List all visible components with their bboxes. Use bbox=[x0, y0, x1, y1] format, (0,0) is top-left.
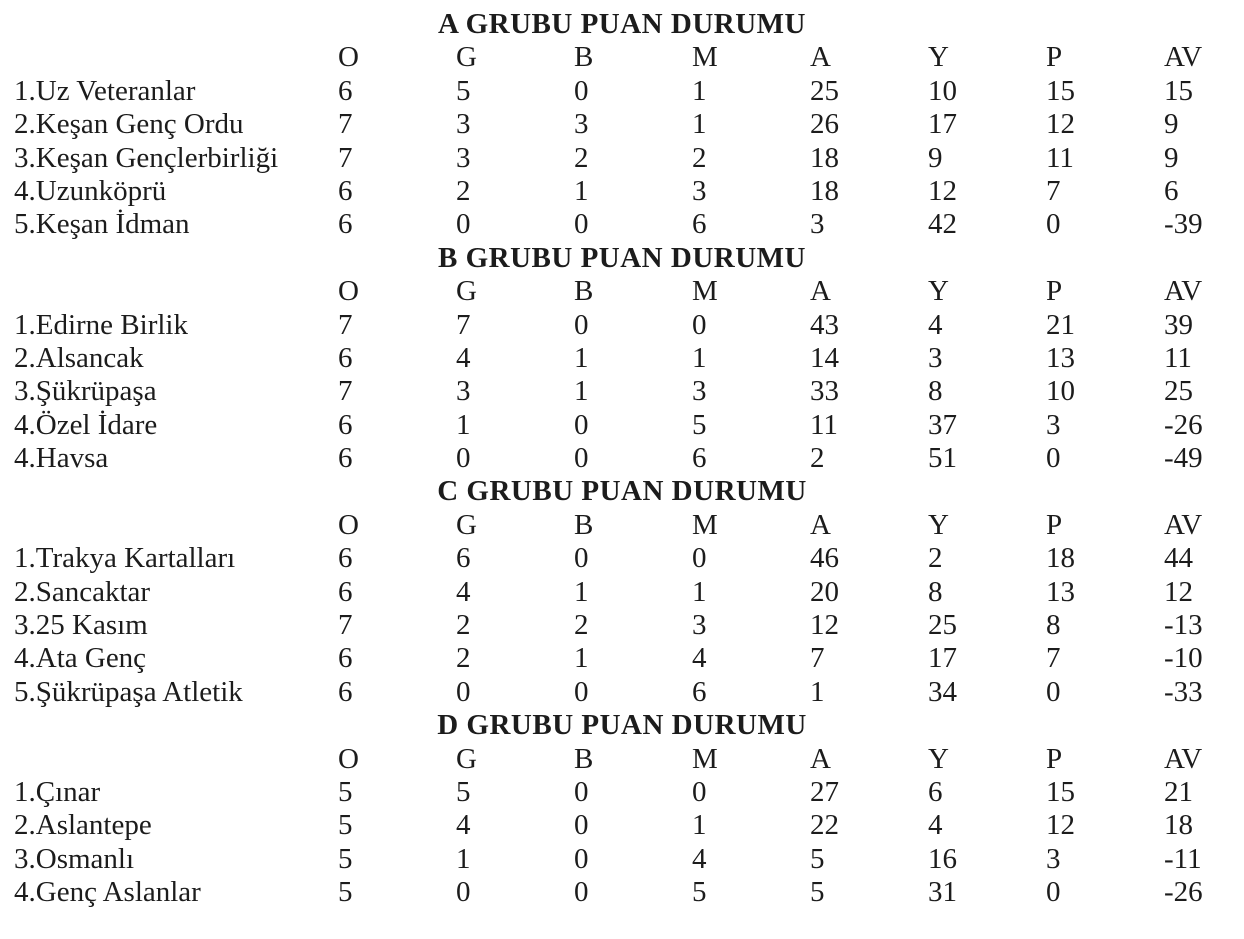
column-header-o: O bbox=[338, 275, 359, 308]
stat-value: 3 bbox=[456, 375, 471, 408]
stat-value: 6 bbox=[338, 174, 353, 207]
group-a-standings bbox=[0, 8, 1244, 242]
stat-value: 6 bbox=[456, 542, 471, 575]
column-header-b: B bbox=[574, 275, 594, 308]
stat-value: 37 bbox=[928, 408, 957, 441]
column-header-m: M bbox=[692, 508, 718, 541]
team-column-spacer bbox=[14, 41, 338, 74]
team-name: 4.Özel İdare bbox=[14, 408, 158, 441]
table-row bbox=[0, 208, 1244, 241]
stat-value: 39 bbox=[1164, 308, 1193, 341]
column-header-o: O bbox=[338, 41, 359, 74]
stat-value: 12 bbox=[810, 609, 839, 642]
stat-value: 3 bbox=[928, 341, 943, 374]
table-row bbox=[0, 609, 1244, 642]
team-name: 3.25 Kasım bbox=[14, 609, 148, 642]
stat-value: 2 bbox=[574, 141, 589, 174]
stat-value: 13 bbox=[1046, 575, 1075, 608]
stat-value: 44 bbox=[1164, 542, 1193, 575]
group-a-header-row bbox=[0, 41, 1244, 74]
table-row bbox=[0, 776, 1244, 809]
stat-value: 0 bbox=[692, 308, 707, 341]
team-name: 5.Şükrüpaşa Atletik bbox=[14, 675, 243, 708]
stat-value: 6 bbox=[692, 208, 707, 241]
stat-value: 0 bbox=[1046, 876, 1061, 909]
stat-value: 7 bbox=[810, 642, 825, 675]
table-row bbox=[0, 75, 1244, 108]
column-header-b: B bbox=[574, 742, 594, 775]
stat-value: 0 bbox=[574, 74, 589, 107]
stat-value: 0 bbox=[574, 842, 589, 875]
stat-value: 18 bbox=[810, 141, 839, 174]
column-header-b: B bbox=[574, 508, 594, 541]
stat-value: 8 bbox=[928, 575, 943, 608]
stat-value: 0 bbox=[1046, 675, 1061, 708]
column-header-av: AV bbox=[1164, 41, 1203, 74]
stat-value: 0 bbox=[456, 442, 471, 475]
table-row bbox=[0, 843, 1244, 876]
stat-value: 20 bbox=[810, 575, 839, 608]
stat-value: 1 bbox=[692, 341, 707, 374]
stat-value: 18 bbox=[1046, 542, 1075, 575]
stat-value: 5 bbox=[810, 842, 825, 875]
table-row bbox=[0, 375, 1244, 408]
group-b-title: B GRUBU PUAN DURUMU bbox=[438, 241, 806, 274]
table-row bbox=[0, 876, 1244, 909]
stat-value: 1 bbox=[456, 842, 471, 875]
team-name: 1.Edirne Birlik bbox=[14, 308, 188, 341]
stat-value: -13 bbox=[1164, 609, 1203, 642]
stat-value: 1 bbox=[574, 341, 589, 374]
stat-value: 6 bbox=[692, 442, 707, 475]
stat-value: 3 bbox=[692, 375, 707, 408]
stat-value: 31 bbox=[928, 876, 957, 909]
stat-value: 11 bbox=[1164, 341, 1192, 374]
team-name: 2.Alsancak bbox=[14, 341, 144, 374]
stat-value: -49 bbox=[1164, 442, 1203, 475]
stat-value: 25 bbox=[1164, 375, 1193, 408]
stat-value: 7 bbox=[338, 375, 353, 408]
column-header-a: A bbox=[810, 275, 831, 308]
stat-value: 6 bbox=[338, 208, 353, 241]
stat-value: 1 bbox=[692, 575, 707, 608]
stat-value: 11 bbox=[1046, 141, 1074, 174]
stat-value: 0 bbox=[574, 675, 589, 708]
stat-value: 15 bbox=[1046, 775, 1075, 808]
team-name: 1.Çınar bbox=[14, 775, 101, 808]
stat-value: 5 bbox=[338, 775, 353, 808]
column-header-a: A bbox=[810, 742, 831, 775]
group-d-standings bbox=[0, 709, 1244, 909]
stat-value: 3 bbox=[810, 208, 825, 241]
column-header-b: B bbox=[574, 41, 594, 74]
team-name: 1.Trakya Kartalları bbox=[14, 542, 236, 575]
team-name: 3.Osmanlı bbox=[14, 842, 135, 875]
stat-value: 0 bbox=[456, 675, 471, 708]
stat-value: 8 bbox=[928, 375, 943, 408]
group-c-standings bbox=[0, 475, 1244, 709]
column-header-p: P bbox=[1046, 742, 1063, 775]
stat-value: 6 bbox=[338, 542, 353, 575]
stat-value: 3 bbox=[692, 174, 707, 207]
stat-value: 51 bbox=[928, 442, 957, 475]
stat-value: 10 bbox=[928, 74, 957, 107]
stat-value: 42 bbox=[928, 208, 957, 241]
stat-value: 0 bbox=[574, 408, 589, 441]
column-header-p: P bbox=[1046, 275, 1063, 308]
stat-value: 6 bbox=[692, 675, 707, 708]
team-name: 1.Uz Veteranlar bbox=[14, 74, 196, 107]
table-row bbox=[0, 642, 1244, 675]
stat-value: 26 bbox=[810, 108, 839, 141]
group-b-standings bbox=[0, 242, 1244, 476]
stat-value: 22 bbox=[810, 809, 839, 842]
stat-value: 4 bbox=[692, 642, 707, 675]
stat-value: 6 bbox=[338, 341, 353, 374]
stat-value: 17 bbox=[928, 642, 957, 675]
stat-value: 43 bbox=[810, 308, 839, 341]
column-header-g: G bbox=[456, 742, 477, 775]
stat-value: 7 bbox=[338, 141, 353, 174]
table-row bbox=[0, 142, 1244, 175]
stat-value: 14 bbox=[810, 341, 839, 374]
column-header-g: G bbox=[456, 41, 477, 74]
stat-value: 12 bbox=[1046, 809, 1075, 842]
stat-value: 12 bbox=[928, 174, 957, 207]
group-d-header-row bbox=[0, 743, 1244, 776]
stat-value: 1 bbox=[574, 575, 589, 608]
stat-value: 21 bbox=[1164, 775, 1193, 808]
stat-value: 2 bbox=[456, 609, 471, 642]
group-c-title: C GRUBU PUAN DURUMU bbox=[437, 475, 807, 508]
table-row bbox=[0, 809, 1244, 842]
stat-value: 1 bbox=[574, 642, 589, 675]
stat-value: 25 bbox=[928, 609, 957, 642]
stat-value: 0 bbox=[456, 208, 471, 241]
stat-value: -10 bbox=[1164, 642, 1203, 675]
stat-value: 15 bbox=[1046, 74, 1075, 107]
table-row bbox=[0, 175, 1244, 208]
stat-value: 7 bbox=[456, 308, 471, 341]
team-column-spacer bbox=[14, 743, 338, 776]
column-header-a: A bbox=[810, 41, 831, 74]
stat-value: 0 bbox=[692, 775, 707, 808]
stat-value: 4 bbox=[692, 842, 707, 875]
stat-value: 5 bbox=[338, 876, 353, 909]
stat-value: 2 bbox=[456, 642, 471, 675]
team-name: 4.Genç Aslanlar bbox=[14, 876, 201, 909]
stat-value: 6 bbox=[338, 408, 353, 441]
group-d-title: D GRUBU PUAN DURUMU bbox=[437, 709, 807, 742]
stat-value: -26 bbox=[1164, 876, 1203, 909]
group-a-title: A GRUBU PUAN DURUMU bbox=[438, 8, 806, 40]
stat-value: 5 bbox=[456, 775, 471, 808]
stat-value: 0 bbox=[692, 542, 707, 575]
stat-value: 33 bbox=[810, 375, 839, 408]
stat-value: 34 bbox=[928, 675, 957, 708]
stat-value: 9 bbox=[928, 141, 943, 174]
stat-value: 3 bbox=[456, 141, 471, 174]
team-name: 4.Ata Genç bbox=[14, 642, 147, 675]
stat-value: 6 bbox=[338, 675, 353, 708]
column-header-g: G bbox=[456, 508, 477, 541]
stat-value: 5 bbox=[456, 74, 471, 107]
stat-value: 1 bbox=[692, 809, 707, 842]
table-row bbox=[0, 409, 1244, 442]
stat-value: 5 bbox=[692, 876, 707, 909]
team-name: 2.Keşan Genç Ordu bbox=[14, 108, 244, 141]
table-row bbox=[0, 342, 1244, 375]
stat-value: 12 bbox=[1164, 575, 1193, 608]
stat-value: 6 bbox=[338, 442, 353, 475]
table-row bbox=[0, 309, 1244, 342]
stat-value: 0 bbox=[1046, 208, 1061, 241]
stat-value: 2 bbox=[456, 174, 471, 207]
column-header-y: Y bbox=[928, 508, 949, 541]
stat-value: 9 bbox=[1164, 108, 1179, 141]
stat-value: 7 bbox=[338, 108, 353, 141]
stat-value: 4 bbox=[456, 341, 471, 374]
stat-value: 0 bbox=[574, 876, 589, 909]
column-header-p: P bbox=[1046, 508, 1063, 541]
team-name: 5.Keşan İdman bbox=[14, 208, 190, 241]
stat-value: 5 bbox=[692, 408, 707, 441]
stat-value: -11 bbox=[1164, 842, 1202, 875]
team-name: 2.Sancaktar bbox=[14, 575, 151, 608]
stat-value: 15 bbox=[1164, 74, 1193, 107]
stat-value: 0 bbox=[574, 308, 589, 341]
stat-value: -33 bbox=[1164, 675, 1203, 708]
column-header-av: AV bbox=[1164, 742, 1203, 775]
stat-value: 16 bbox=[928, 842, 957, 875]
stat-value: 1 bbox=[574, 375, 589, 408]
stat-value: 12 bbox=[1046, 108, 1075, 141]
stat-value: 2 bbox=[928, 542, 943, 575]
stat-value: 0 bbox=[456, 876, 471, 909]
stat-value: 3 bbox=[456, 108, 471, 141]
stat-value: 18 bbox=[810, 174, 839, 207]
stat-value: 6 bbox=[338, 642, 353, 675]
column-header-av: AV bbox=[1164, 275, 1203, 308]
stat-value: 4 bbox=[456, 575, 471, 608]
column-header-a: A bbox=[810, 508, 831, 541]
stat-value: 0 bbox=[574, 442, 589, 475]
stat-value: 5 bbox=[338, 809, 353, 842]
stat-value: 7 bbox=[338, 609, 353, 642]
table-row bbox=[0, 576, 1244, 609]
stat-value: 10 bbox=[1046, 375, 1075, 408]
stat-value: 25 bbox=[810, 74, 839, 107]
stat-value: 2 bbox=[574, 609, 589, 642]
column-header-o: O bbox=[338, 508, 359, 541]
stat-value: 46 bbox=[810, 542, 839, 575]
stat-value: 6 bbox=[928, 775, 943, 808]
group-c-header-row bbox=[0, 509, 1244, 542]
stat-value: 0 bbox=[574, 775, 589, 808]
stat-value: 11 bbox=[810, 408, 838, 441]
stat-value: 1 bbox=[810, 675, 825, 708]
stat-value: 3 bbox=[574, 108, 589, 141]
team-name: 4.Havsa bbox=[14, 442, 109, 475]
column-header-p: P bbox=[1046, 41, 1063, 74]
stat-value: 3 bbox=[692, 609, 707, 642]
stat-value: 6 bbox=[338, 74, 353, 107]
column-header-y: Y bbox=[928, 41, 949, 74]
table-row bbox=[0, 542, 1244, 575]
stat-value: 7 bbox=[1046, 642, 1061, 675]
stat-value: 6 bbox=[1164, 174, 1179, 207]
stat-value: -26 bbox=[1164, 408, 1203, 441]
stat-value: 4 bbox=[928, 308, 943, 341]
stat-value: 0 bbox=[574, 542, 589, 575]
team-name: 4.Uzunköprü bbox=[14, 174, 167, 207]
column-header-y: Y bbox=[928, 742, 949, 775]
column-header-o: O bbox=[338, 742, 359, 775]
stat-value: 0 bbox=[574, 809, 589, 842]
stat-value: 5 bbox=[338, 842, 353, 875]
stat-value: 4 bbox=[456, 809, 471, 842]
stat-value: 5 bbox=[810, 876, 825, 909]
stat-value: 21 bbox=[1046, 308, 1075, 341]
stat-value: 1 bbox=[574, 174, 589, 207]
stat-value: 6 bbox=[338, 575, 353, 608]
stat-value: 2 bbox=[810, 442, 825, 475]
group-b-header-row bbox=[0, 275, 1244, 308]
stat-value: 1 bbox=[692, 74, 707, 107]
team-column-spacer bbox=[14, 509, 338, 542]
column-header-m: M bbox=[692, 41, 718, 74]
stat-value: 8 bbox=[1046, 609, 1061, 642]
stat-value: 27 bbox=[810, 775, 839, 808]
team-name: 3.Şükrüpaşa bbox=[14, 375, 157, 408]
column-header-y: Y bbox=[928, 275, 949, 308]
stat-value: 13 bbox=[1046, 341, 1075, 374]
table-row bbox=[0, 676, 1244, 709]
team-name: 2.Aslantepe bbox=[14, 809, 152, 842]
stat-value: 7 bbox=[1046, 174, 1061, 207]
column-header-av: AV bbox=[1164, 508, 1203, 541]
stat-value: 2 bbox=[692, 141, 707, 174]
stat-value: 7 bbox=[338, 308, 353, 341]
stat-value: 1 bbox=[456, 408, 471, 441]
stat-value: 18 bbox=[1164, 809, 1193, 842]
stat-value: -39 bbox=[1164, 208, 1203, 241]
column-header-m: M bbox=[692, 275, 718, 308]
stat-value: 3 bbox=[1046, 408, 1061, 441]
stat-value: 17 bbox=[928, 108, 957, 141]
stat-value: 0 bbox=[1046, 442, 1061, 475]
team-name: 3.Keşan Gençlerbirliği bbox=[14, 141, 279, 174]
table-row bbox=[0, 108, 1244, 141]
stat-value: 4 bbox=[928, 809, 943, 842]
stat-value: 1 bbox=[692, 108, 707, 141]
team-column-spacer bbox=[14, 275, 338, 308]
stat-value: 0 bbox=[574, 208, 589, 241]
stat-value: 9 bbox=[1164, 141, 1179, 174]
table-row bbox=[0, 442, 1244, 475]
stat-value: 3 bbox=[1046, 842, 1061, 875]
column-header-m: M bbox=[692, 742, 718, 775]
column-header-g: G bbox=[456, 275, 477, 308]
